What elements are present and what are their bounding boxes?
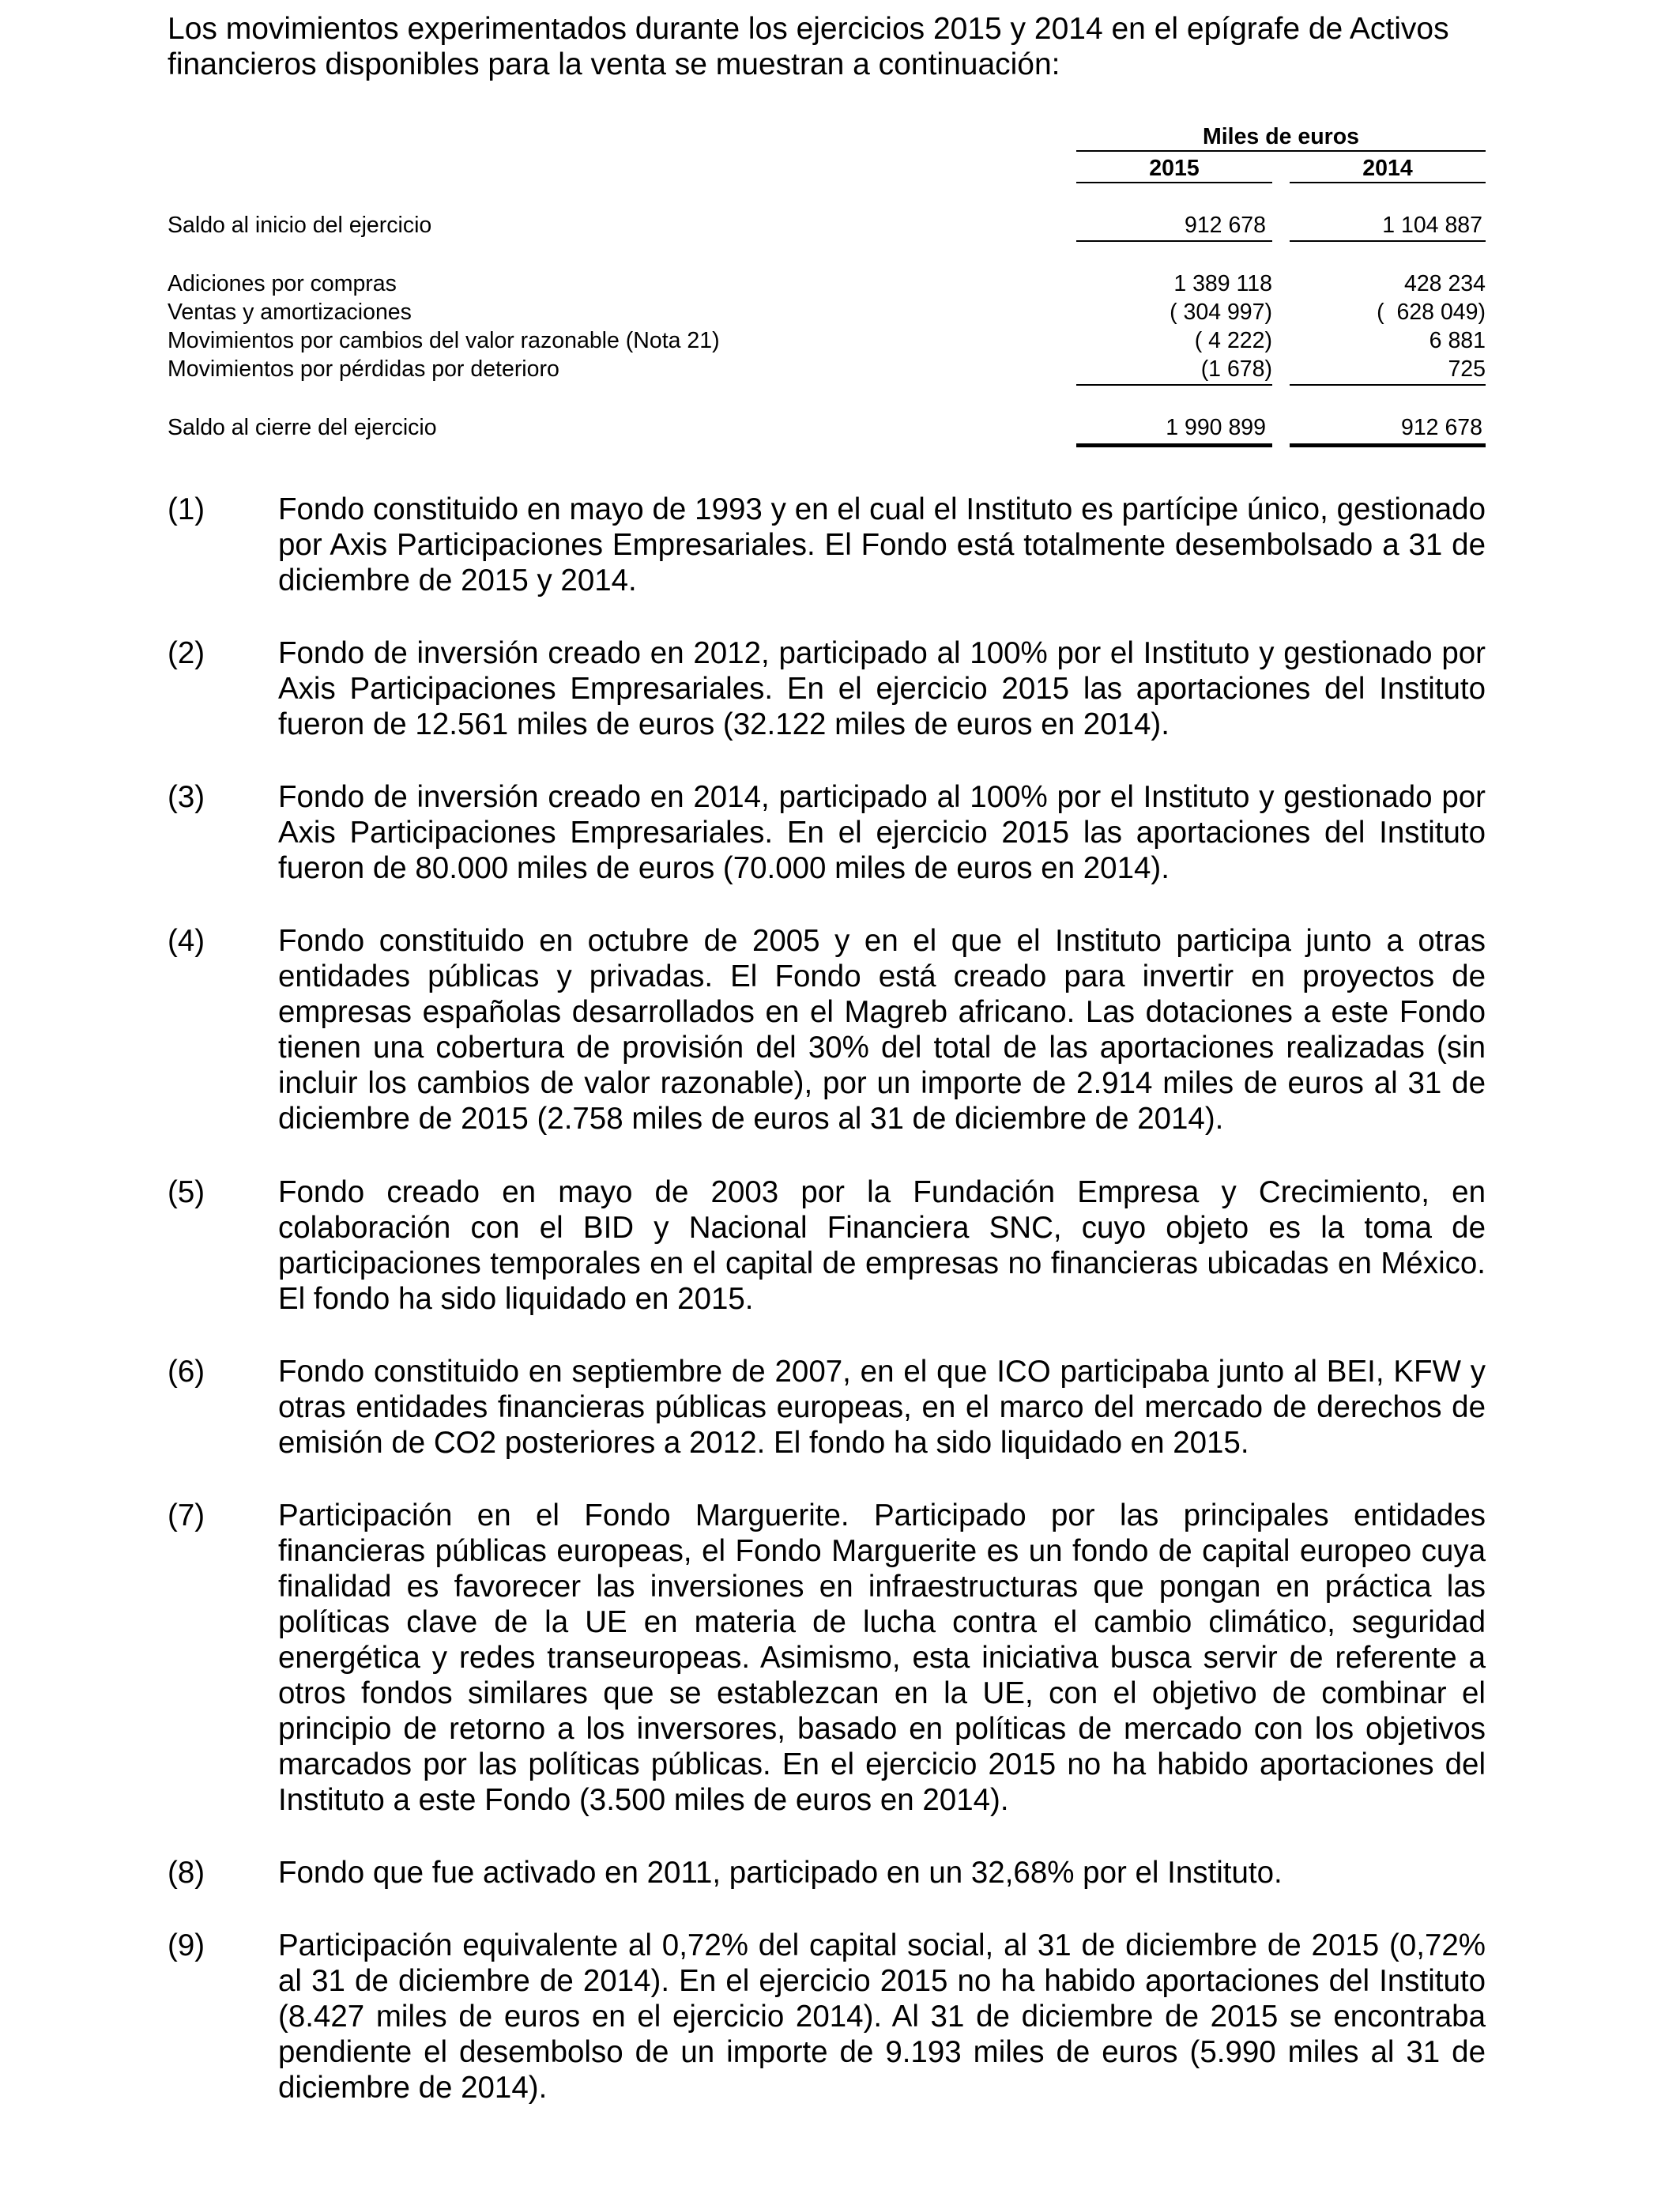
cell-2015-opening: 912 678: [1184, 213, 1266, 238]
note-item: [168, 1928, 1486, 2105]
note-text: Fondo de inversión creado en 2014, participado al 100% por el Instituto y gestionado por Axis Participaciones Empresariales. En el ejercicio 2015 las aportaciones del Instituto fueron de 80.000 miles de euros (70.000 miles de euros en 2014).: [278, 780, 1486, 885]
cell-2014-closing: 912 678: [1400, 415, 1482, 440]
row-label-sales: Ventas y amortizaciones: [168, 300, 412, 325]
intro-paragraph: Los movimientos experimentados durante los ejercicios 2015 y 2014 en el epígrafe de Activos financieros disponibles para la venta se muestran a continuación:: [168, 12, 1449, 81]
note-item: [168, 492, 1486, 598]
movements-rule-2015: [1076, 384, 1272, 386]
column-header-rule-2015: [1076, 182, 1272, 183]
cell-2015-additions: 1 389 118: [1173, 271, 1272, 296]
row-label-fair-value: Movimientos por cambios del valor razonable (Nota 21): [168, 328, 720, 353]
note-number: (2): [168, 636, 205, 670]
cell-2015-sales: ( 304 997): [1170, 300, 1272, 325]
note-text: Fondo constituido en octubre de 2005 y en el que el Instituto participa junto a otras entidades públicas y privadas. El Fondo está creado para invertir en proyectos de empresas españolas desarrollados en el Magreb africano. Las dotaciones a este Fondo tienen una cobertura de provisión del 30% del total de las aportaciones realizadas (sin incluir los cambios de valor razonable), por un importe de 2.914 miles de euros al 31 de diciembre de 2015 (2.758 miles de euros al 31 de diciembre de 2014).: [278, 924, 1486, 1136]
note-text: Fondo creado en mayo de 2003 por la Fundación Empresa y Crecimiento, en colaboración con el BID y Nacional Financiera SNC, cuyo objeto es la toma de participaciones temporales en el capital de empresas no financieras ubicadas en México. El fondo ha sido liquidado en 2015.: [278, 1175, 1486, 1316]
note-number: (4): [168, 924, 205, 958]
cell-2014-sales: ( 628 049): [1377, 300, 1486, 325]
cell-2015-fair-value: ( 4 222): [1194, 328, 1272, 353]
note-text: Participación equivalente al 0,72% del capital social, al 31 de diciembre de 2015 (0,72% al 31 de diciembre de 2014). En el ejercicio 2015 no ha habido aportaciones del Instituto (8.427 miles de euros en el ejercicio 2014). Al 31 de diciembre de 2015 se encontraba pendiente el desembolso de un importe de 9.193 miles de euros (5.990 miles al 31 de diciembre de 2014).: [278, 1928, 1486, 2105]
note-number: (8): [168, 1856, 205, 1890]
row-label-impairment: Movimientos por pérdidas por deterioro: [168, 356, 559, 382]
closing-double-rule-2015: [1076, 443, 1272, 447]
note-text: Fondo de inversión creado en 2012, participado al 100% por el Instituto y gestionado por Axis Participaciones Empresariales. En el ejercicio 2015 las aportaciones del Instituto fueron de 12.561 miles de euros (32.122 miles de euros en 2014).: [278, 636, 1486, 741]
note-number: (1): [168, 492, 205, 526]
note-item: [168, 1174, 1486, 1317]
note-text: Fondo constituido en septiembre de 2007, en el que ICO participaba junto al BEI, KFW y otras entidades financieras públicas europeas, en el marco del mercado de derechos de emisión de CO2 posteriores a 2012. El fondo ha sido liquidado en 2015.: [278, 1355, 1486, 1460]
cell-2014-additions: 428 234: [1403, 271, 1486, 296]
row-label-closing-balance: Saldo al cierre del ejercicio: [168, 415, 437, 440]
cell-2014-fair-value: 6 881: [1429, 328, 1486, 353]
note-number: (6): [168, 1355, 205, 1389]
note-item: [168, 1498, 1486, 1818]
note-number: (3): [168, 780, 205, 814]
cell-2015-impairment: (1 678): [1200, 356, 1272, 382]
opening-rule-2014: [1290, 240, 1486, 242]
opening-rule-2015: [1076, 240, 1272, 242]
cell-2014-opening: 1 104 887: [1382, 213, 1482, 238]
cell-2014-impairment: 725: [1448, 356, 1486, 382]
column-header-2014: 2014: [1362, 156, 1413, 181]
note-number: (9): [168, 1928, 205, 1962]
note-item: [168, 779, 1486, 886]
note-item: [168, 1855, 1486, 1891]
note-item: [168, 923, 1486, 1137]
column-header-2015: 2015: [1149, 156, 1200, 181]
cell-2015-closing: 1 990 899: [1166, 415, 1266, 440]
note-text: Fondo que fue activado en 2011, participado en un 32,68% por el Instituto.: [278, 1856, 1283, 1890]
row-label-additions: Adiciones por compras: [168, 271, 397, 296]
unit-header: Miles de euros: [1203, 124, 1359, 149]
note-number: (5): [168, 1175, 205, 1209]
note-text: Fondo constituido en mayo de 1993 y en el cual el Instituto es partícipe único, gestionado por Axis Participaciones Empresariales. El Fondo está totalmente desembolsado a 31 de diciembre de 2015 y 2014.: [278, 492, 1486, 598]
note-item: [168, 635, 1486, 742]
note-item: [168, 1354, 1486, 1461]
row-label-opening-balance: Saldo al inicio del ejercicio: [168, 213, 432, 238]
unit-header-rule: [1076, 150, 1486, 152]
closing-double-rule-2014: [1290, 443, 1486, 447]
movements-rule-2014: [1290, 384, 1486, 386]
note-text: Participación en el Fondo Marguerite. Participado por las principales entidades financieras públicas europeas, el Fondo Marguerite es un fondo de capital europeo cuya finalidad es favorecer las inversiones en infraestructuras que pongan en práctica las políticas clave de la UE en materia de lucha contra el cambio climático, seguridad energética y redes transeuropeas. Asimismo, esta iniciativa busca servir de referente a otros fondos similares que se establezcan en la UE, con el objetivo de combinar el principio de retorno a los inversores, basado en políticas de mercado con los objetivos marcados por las políticas públicas. En el ejercicio 2015 no ha habido aportaciones del Instituto a este Fondo (3.500 miles de euros en 2014).: [278, 1498, 1486, 1817]
column-header-rule-2014: [1290, 182, 1486, 183]
note-number: (7): [168, 1498, 205, 1532]
